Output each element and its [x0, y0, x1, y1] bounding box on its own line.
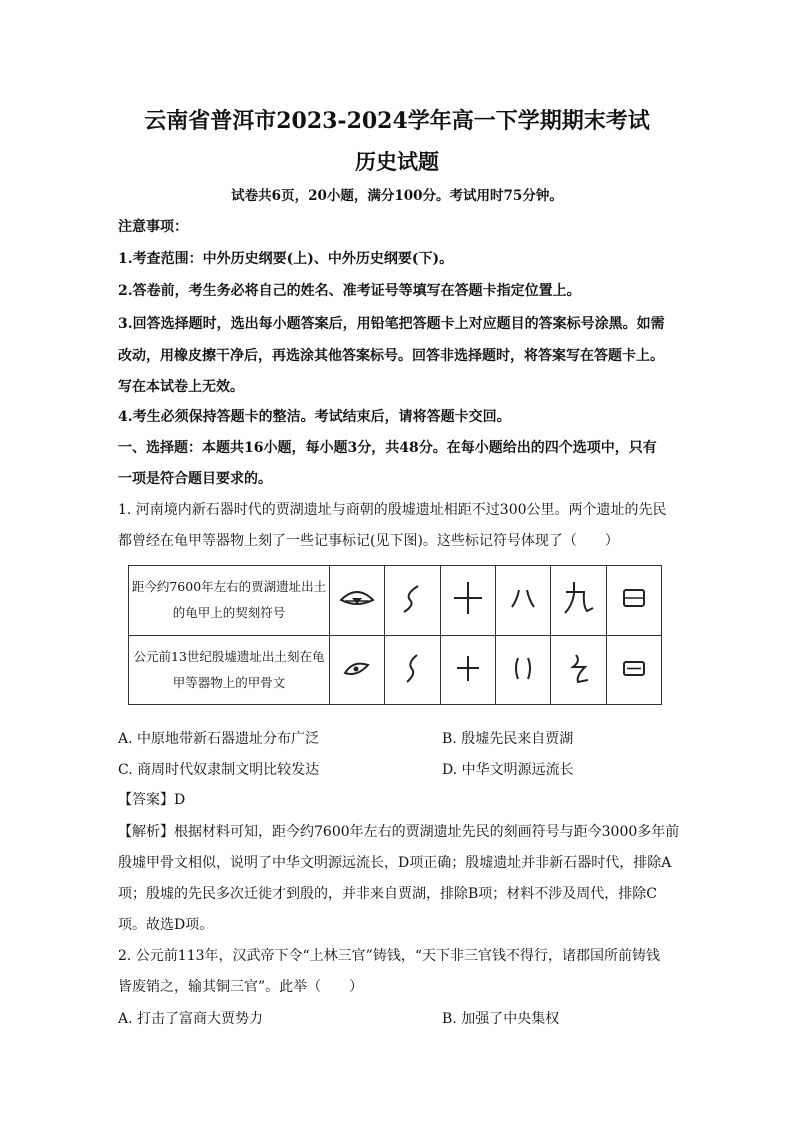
- jiahu-symbol-cross: [440, 566, 495, 636]
- q2-stem-line-1: 2. 公元前113年，汉武帝下令“上林三官”铸钱，“天下非三官钱不得行，诸郡国所前铸钱: [118, 948, 660, 964]
- jiahu-symbol-hook: [385, 566, 440, 636]
- q2-option-b: B. 加强了中央集权: [442, 1011, 560, 1027]
- exam-title: 云南省普洱市2023-2024学年高一下学期期末考试: [144, 108, 650, 134]
- note-4: 4.考生必须保持答题卡的整洁。考试结束后，请将答题卡交回。: [118, 409, 511, 425]
- q1-option-d: D. 中华文明源远流长: [442, 762, 574, 778]
- yinxu-symbol-eye: [330, 635, 385, 705]
- jiahu-symbol-eight: [495, 566, 550, 636]
- q1-option-b: B. 殷墟先民来自贾湖: [442, 731, 574, 747]
- q1-analysis-line-3: 项；殷墟的先民多次迁徙才到殷的，并非来自贾湖，排除B项；材料不涉及周代，排除C: [118, 886, 657, 902]
- yinxu-symbol-cross: [440, 635, 495, 705]
- q1-analysis-line-4: 项。故选D项。: [118, 917, 214, 933]
- note-1: 1.考查范围：中外历史纲要(上)、中外历史纲要(下)。: [118, 251, 454, 267]
- yinxu-symbol-nine: [551, 635, 606, 705]
- q2-option-a: A. 打击了富商大贾势力: [118, 1011, 264, 1027]
- yinxu-symbol-box: [606, 635, 661, 705]
- q1-stem-line-2: 都曾经在龟甲等器物上刻了一些记事标记(见下图)。这些标记符号体现了（ ）: [118, 533, 619, 549]
- note-2: 2.答卷前，考生务必将自己的姓名、准考证号等填写在答题卡指定位置上。: [118, 283, 581, 299]
- jiahu-row: [129, 566, 662, 636]
- exam-meta: 试卷共6页，20小题，满分100分。考试用时75分钟。: [231, 188, 563, 204]
- note-3-line-1: 3.回答选择题时，选出每小题答案后，用铅笔把答题卡上对应题目的答案标号涂黑。如需: [118, 316, 665, 332]
- jiahu-symbol-nine: [551, 566, 606, 636]
- q1-stem-line-1: 1. 河南境内新石器时代的贾湖遗址与商朝的殷墟遗址相距不过300公里。两个遗址的先民: [118, 502, 667, 518]
- jiahu-symbol-box: [606, 566, 661, 636]
- symbol-comparison-table: [128, 565, 662, 705]
- note-3-line-2: 改动，用橡皮擦干净后，再选涂其他答案标号。回答非选择题时，将答案写在答题卡上。: [118, 348, 664, 364]
- yinxu-row-label: 公元前13世纪殷墟遗址出土刻在龟甲等器物上的甲骨文: [129, 635, 330, 705]
- note-3-line-3: 写在本试卷上无效。: [118, 379, 244, 395]
- q1-analysis-line-1: 【解析】根据材料可知，距今约7600年左右的贾湖遗址先民的刻画符号与距今3000多年前: [118, 824, 680, 840]
- q1-option-c: C. 商周时代奴隶制文明比较发达: [118, 762, 320, 778]
- notes-heading: 注意事项：: [118, 219, 188, 235]
- yinxu-row: [129, 635, 662, 705]
- q1-answer: 【答案】D: [118, 792, 186, 808]
- jiahu-row-label: 距今约7600年左右的贾湖遗址出土的龟甲上的契刻符号: [129, 566, 330, 636]
- section-1-line-1: 一、选择题：本题共16小题，每小题3分，共48分。在每小题给出的四个选项中，只有: [118, 440, 657, 456]
- q1-analysis-line-2: 殷墟甲骨文相似，说明了中华文明源远流长，D项正确；殷墟遗址并非新石器时代，排除A: [118, 855, 672, 871]
- exam-subtitle: 历史试题: [355, 149, 439, 174]
- q1-option-a: A. 中原地带新石器遗址分布广泛: [118, 731, 320, 747]
- section-1-line-2: 一项是符合题目要求的。: [118, 471, 272, 487]
- yinxu-symbol-eight: [495, 635, 550, 705]
- yinxu-symbol-hook: [385, 635, 440, 705]
- q2-stem-line-2: 皆废销之，输其铜三官”。此举（ ）: [118, 979, 364, 995]
- jiahu-symbol-eye: [330, 566, 385, 636]
